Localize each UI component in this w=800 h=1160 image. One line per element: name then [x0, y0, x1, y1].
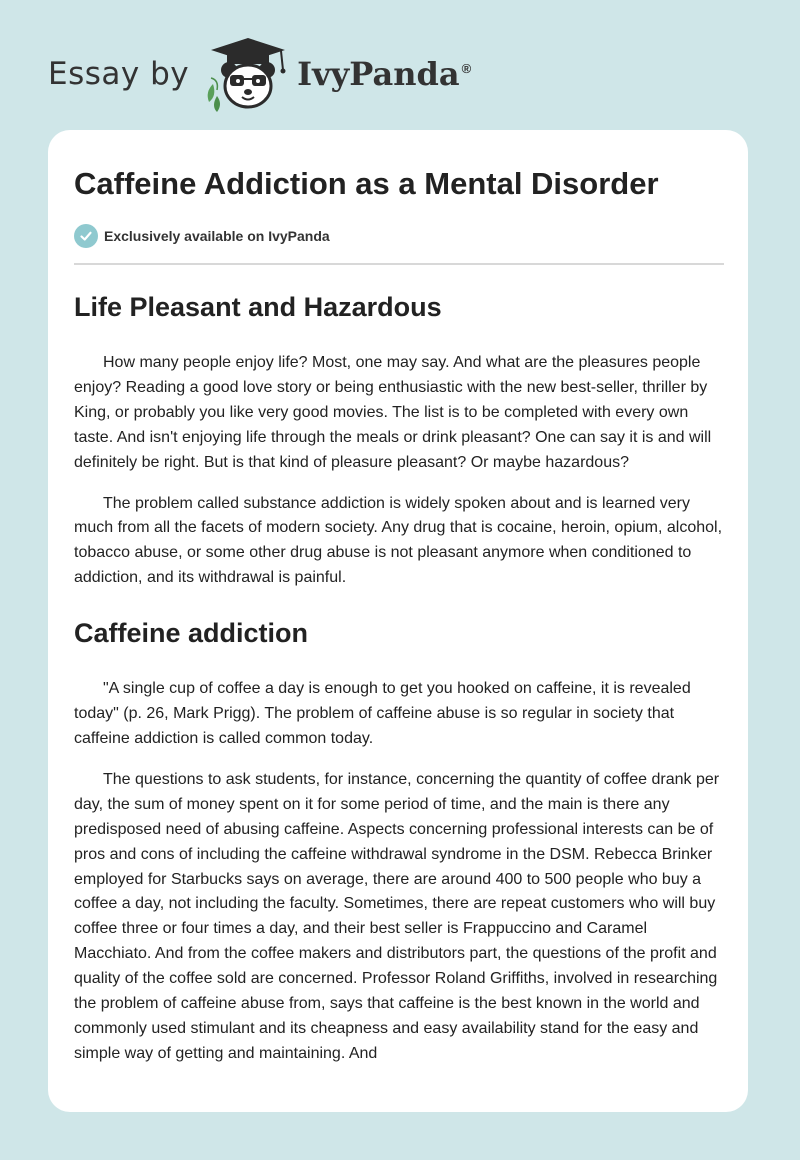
- panda-logo-icon[interactable]: [203, 36, 293, 112]
- essay-card: [48, 130, 748, 1112]
- site-header: [48, 34, 471, 114]
- paragraph: The problem called substance addiction is widely spoken about and is learned very much from all the facets of modern society. Any drug that is cocaine, heroin, opium, alcohol, tobacco abuse, or some other drug abuse is not pleasant anymore when conditioned to addiction, and its withdrawal is painful.: [74, 494, 723, 587]
- exclusive-badge: [74, 224, 724, 248]
- paragraph: "A single cup of coffee a day is enough to get you hooked on caffeine, it is revealed today" (p. 26, Mark Prigg). The problem of caffeine abuse is so regular in society that caffeine addiction is called common today.: [74, 680, 691, 747]
- essay-by-label: Essay by: [48, 56, 190, 92]
- title-divider: [74, 263, 724, 265]
- registered-mark: ®: [461, 61, 472, 77]
- essay-content: [74, 164, 724, 1067]
- paragraph: The questions to ask students, for instance, concerning the quantity of coffee drank per day, the sum of money spent on it for some period of time, and the main is there any predisposed need of abusing caffeine. Aspects concerning professional interests can be of pros and cons of including the caffeine withdrawal syndrome in the DSM. Rebecca Brinker employed for Starbucks says on average, there are around 400 to 500 people who buy a coffee a day, not including the faculty. Sometimes, there are repeat customers who will buy coffee three or four times a day, and their best seller is Frappuccino and Caramel Macchiato. And from the coffee makers and distributors part, the questions of the profit and quality of the coffee sold are concerned. Professor Roland Griffiths, involved in researching the problem of caffeine abuse from, says that caffeine is the best known in the world and commonly used stimulant and its cheapness and easy availability stand for the easy and simple way of getting and maintaining. And: [74, 770, 720, 1062]
- brand-name[interactable]: IvyPanda ®: [297, 55, 472, 93]
- section-heading: Caffeine addiction: [74, 618, 309, 649]
- exclusive-label: Exclusively available on IvyPanda: [104, 228, 330, 244]
- section-heading: Life Pleasant and Hazardous: [74, 292, 442, 322]
- paragraph: How many people enjoy life? Most, one may say. And what are the pleasures people enjoy? Reading a good love story or being enthusiastic with the new best-seller, thriller by King, or probably you like very good movies. The list is to be completed with every own taste. And isn't enjoying life through the meals or drink pleasant? One can say it is and will definitely be right. But is that kind of pleasure pleasant? Or maybe hazardous?: [74, 354, 712, 471]
- check-circle-icon: [74, 224, 98, 248]
- page-title: Caffeine Addiction as a Mental Disorder: [74, 166, 659, 201]
